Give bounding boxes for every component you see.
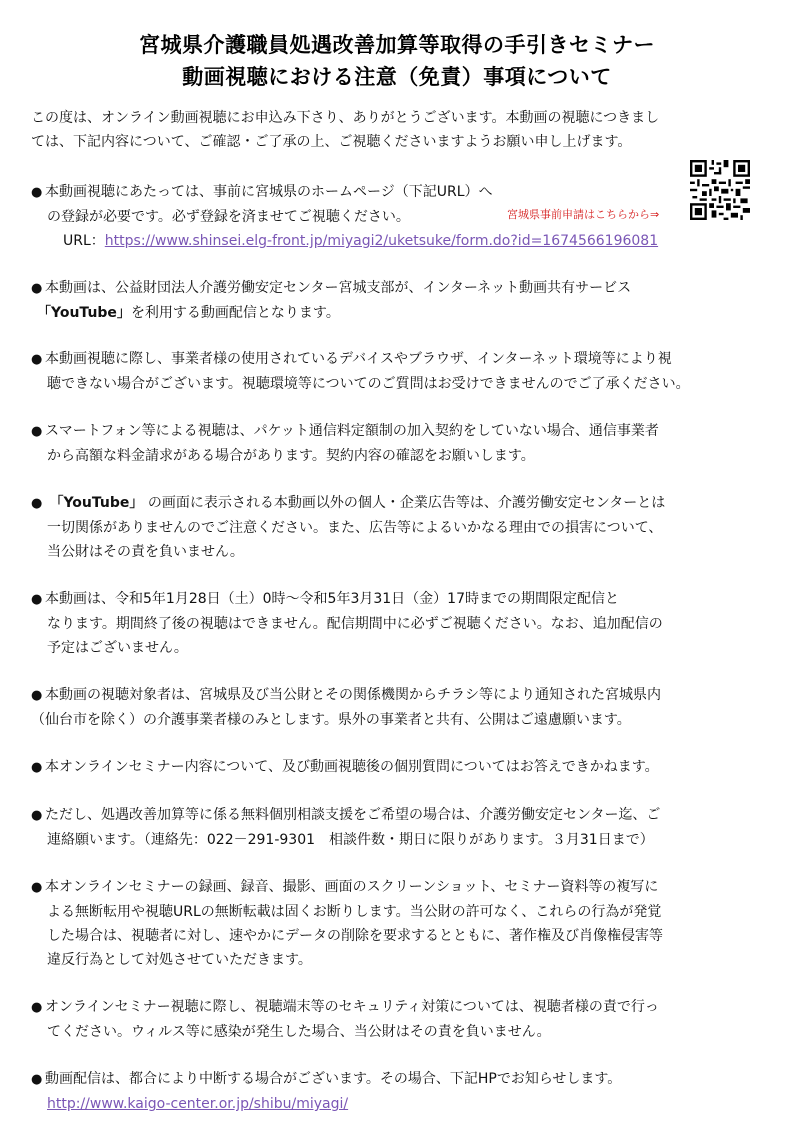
notice-text: 本動画の視聴対象者は、宮城県及び当公財とその関係機関からチラシ等により通知された宮城県内: [45, 687, 661, 703]
bullet-icon: ●: [31, 424, 43, 439]
qr-caption: 宮城県事前申請はこちらから⇒: [507, 208, 660, 221]
notice-text: 聴できない場合がございます。視聴環境等についてのご質問はお受けできませんのでご了承ください。: [47, 376, 690, 392]
bullet-icon: ●: [31, 880, 43, 895]
notice-text: 本動画は、令和5年1月28日（土）0時～令和5年3月31日（金）17時までの期間限定配信と: [45, 591, 619, 607]
notice-text: 当公財はその責を負いません。: [47, 544, 244, 560]
notice-text: ただし、処遇改善加算等に係る無料個別相談支援をご希望の場合は、介護労働安定センター迄、ご: [45, 807, 661, 823]
notice-text: を利用する動画配信となります。: [130, 305, 340, 321]
notice-text: 動画配信は、都合により中断する場合がございます。その場合、下記HPでお知らせします。: [45, 1071, 622, 1087]
notice-item-consultation: [31, 803, 776, 852]
notice-item-youtube-service: [31, 276, 776, 325]
notice-text: なります。期間終了後の視聴はできません。配信期間中に必ずご視聴ください。なお、追加配信の: [47, 616, 663, 632]
notice-item-registration: [31, 180, 776, 253]
notice-text: 本オンラインセミナー内容について、及び動画視聴後の個別質問についてはお答えできかねます。: [45, 759, 659, 775]
notice-item-ads: [31, 491, 776, 564]
bullet-icon: ●: [31, 592, 43, 607]
registration-text: の登録が必要です。必ず登録を済ませてご視聴ください。: [47, 209, 410, 225]
bullet-icon: ●: [31, 688, 43, 703]
qr-code-icon[interactable]: [690, 160, 750, 220]
notice-text: した場合は、視聴者に対し、速やかにデータの削除を要求するとともに、著作権及び肖像権侵害等: [47, 928, 663, 944]
page-title-line2: 動画視聴における注意（免責）事項について: [182, 65, 612, 89]
notice-item-security: [31, 995, 776, 1044]
notice-item-device: [31, 347, 776, 396]
url-label: URL：: [63, 233, 105, 249]
notice-item-interruption: [31, 1067, 776, 1116]
bullet-icon: ●: [31, 1072, 43, 1087]
bullet-icon: ●: [31, 1000, 43, 1015]
notice-text: 本動画は、公益財団法人介護労働安定センター宮城支部が、インターネット動画共有サービス: [45, 280, 632, 296]
intro-line: ては、下記内容について、ご確認・ご了承の上、ご視聴くださいますようお願い申し上げます。: [31, 134, 632, 150]
registration-text: 本動画視聴にあたっては、事前に宮城県のホームページ（下記URL）へ: [45, 184, 493, 200]
notice-text: の画面に表示される本動画以外の個人・企業広告等は、介護労働安定センターとは: [147, 495, 666, 511]
notice-item-period: [31, 587, 776, 660]
bullet-icon: ●: [31, 496, 43, 511]
youtube-label: 「YouTube」: [37, 305, 131, 321]
youtube-label: 「YouTube」: [49, 495, 144, 511]
notice-text: 違反行為として対処させていただきます。: [47, 952, 312, 968]
notice-text: から高額な料金請求がある場合があります。契約内容の確認をお願いします。: [47, 448, 535, 464]
page-title-line1: 宮城県介護職員処遇改善加算等取得の手引きセミナー: [139, 33, 655, 57]
bullet-icon: ●: [31, 808, 43, 823]
notice-text: てください。ウィルス等に感染が発生した場合、当公財はその責を負いません。: [47, 1024, 551, 1040]
notice-text: オンラインセミナー視聴に際し、視聴端末等のセキュリティ対策については、視聴者様の責で行っ: [45, 999, 659, 1015]
notice-text: 本動画視聴に際し、事業者様の使用されているデバイスやブラウザ、インターネット環境等により視: [45, 351, 672, 367]
bullet-icon: ●: [31, 352, 43, 367]
notice-item-questions: [31, 755, 776, 780]
contact-info: 連絡願います。（連絡先：022－291-9301 相談件数・期日に限りがあります。３月31日まで）: [47, 832, 654, 848]
notice-text: 本オンラインセミナーの録画、録音、撮影、画面のスクリーンショット、セミナー資料等の複写に: [45, 879, 659, 895]
notice-item-recording: [31, 875, 776, 972]
intro-paragraph: [31, 106, 771, 154]
notice-item-smartphone: [31, 419, 776, 468]
notice-item-audience: [31, 683, 776, 732]
notice-text: スマートフォン等による視聴は、パケット通信料定額制の加入契約をしていない場合、通信事業者: [45, 423, 659, 439]
notice-text: 予定はございません。: [47, 640, 188, 656]
registration-url-link[interactable]: https://www.shinsei.elg-front.jp/miyagi2/uketsuke/form.do?id=1674566196081: [104, 233, 659, 249]
kaigo-center-url-link[interactable]: http://www.kaigo-center.or.jp/shibu/miyagi/: [47, 1096, 349, 1112]
intro-line: この度は、オンライン動画視聴にお申込み下さり、ありがとうございます。本動画の視聴につきまし: [31, 110, 660, 126]
bullet-icon: ●: [31, 760, 43, 775]
bullet-icon: ●: [31, 281, 43, 296]
bullet-icon: ●: [31, 185, 43, 200]
notice-text: よる無断転用や視聴URLの無断転載は固くお断りします。当公財の許可なく、これらの行為が発覚: [47, 904, 662, 920]
notice-text: （仙台市を除く）の介護事業者様のみとします。県外の事業者と共有、公開はご遠慮願います。: [31, 712, 631, 728]
notice-text: 一切関係がありませんのでご注意ください。また、広告等によるいかなる理由での損害について、: [47, 520, 663, 536]
